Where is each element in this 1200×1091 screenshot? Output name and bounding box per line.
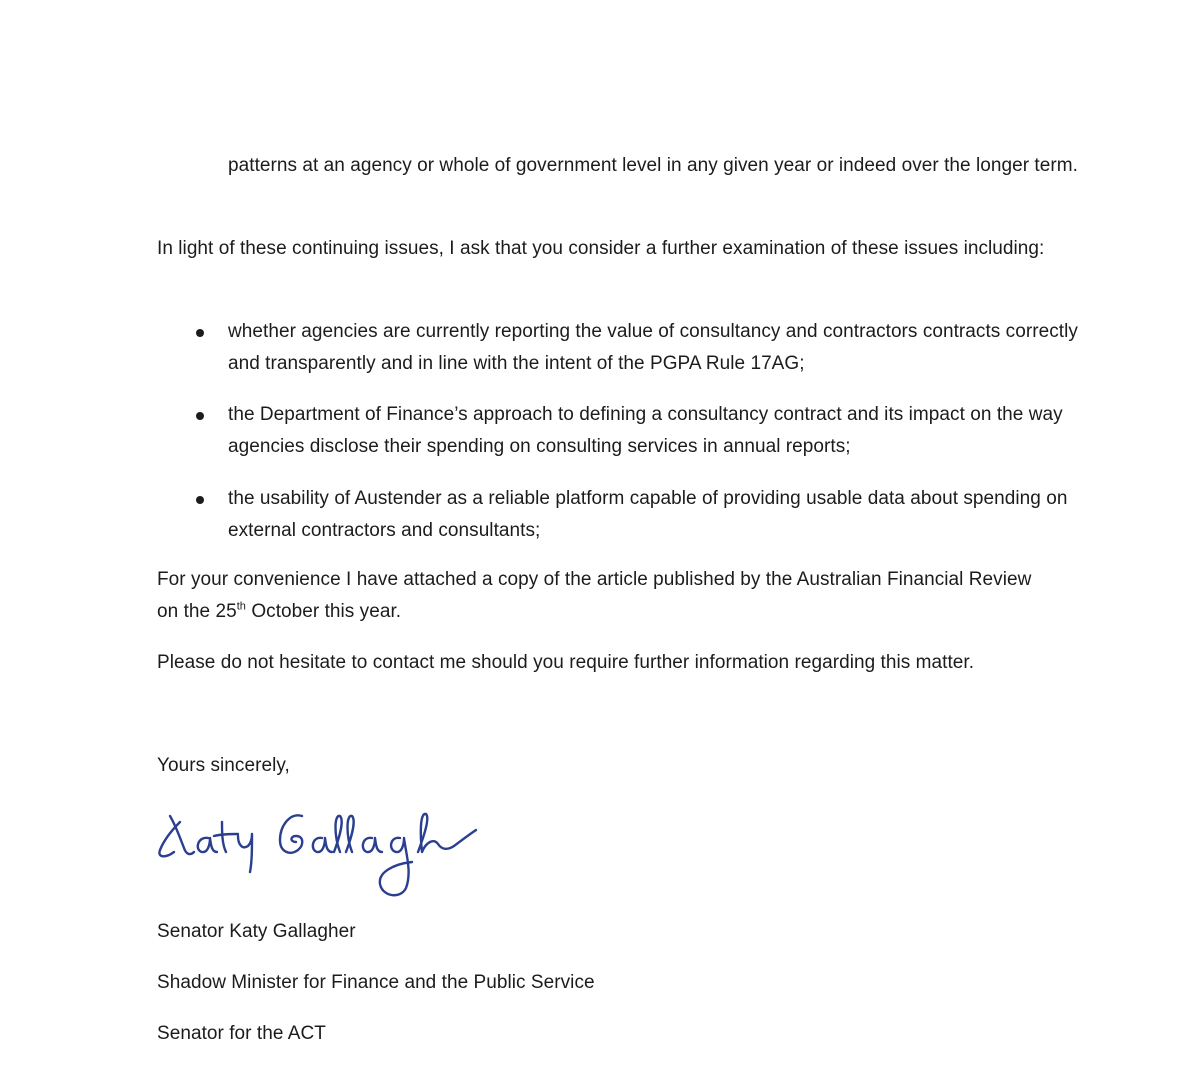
bullet-icon bbox=[196, 329, 204, 337]
date-ordinal-suffix: th bbox=[236, 600, 246, 613]
bullet-icon bbox=[196, 496, 204, 504]
handwritten-signature bbox=[150, 792, 490, 902]
attachment-paragraph bbox=[157, 564, 1057, 628]
list-item-text: the usability of Austender as a reliable platform capable of providing usable data about spending on external contractors and consultants; bbox=[228, 488, 1068, 541]
intro-paragraph: In light of these continuing issues, I ask that you consider a further examination of these issues including: bbox=[157, 238, 1045, 259]
signatory-name: Senator Katy Gallagher bbox=[157, 921, 356, 942]
contact-paragraph: Please do not hesitate to contact me should you require further information regarding this matter. bbox=[157, 652, 975, 673]
signatory-role: Senator for the ACT bbox=[157, 1023, 326, 1044]
list-item-text: whether agencies are currently reporting the value of consultancy and contractors contracts correctly and transparently and in line with the intent of the PGPA Rule 17AG; bbox=[228, 321, 1078, 374]
continued-paragraph: patterns at an agency or whole of government level in any given year or indeed over the longer term. bbox=[228, 155, 1078, 176]
signatory-title: Shadow Minister for Finance and the Public Service bbox=[157, 972, 595, 993]
list-item-text: the Department of Finance’s approach to defining a consultancy contract and its impact on the way agencies disclose their spending on consulting services in annual reports; bbox=[228, 404, 1063, 457]
bullet-icon bbox=[196, 412, 204, 420]
attachment-text-before-date: For your convenience I have attached a copy of the article published by the Australian Financial Review on the 25 bbox=[157, 569, 1032, 622]
attachment-text-after-date: October this year. bbox=[245, 601, 402, 622]
closing-salutation: Yours sincerely, bbox=[157, 755, 290, 776]
